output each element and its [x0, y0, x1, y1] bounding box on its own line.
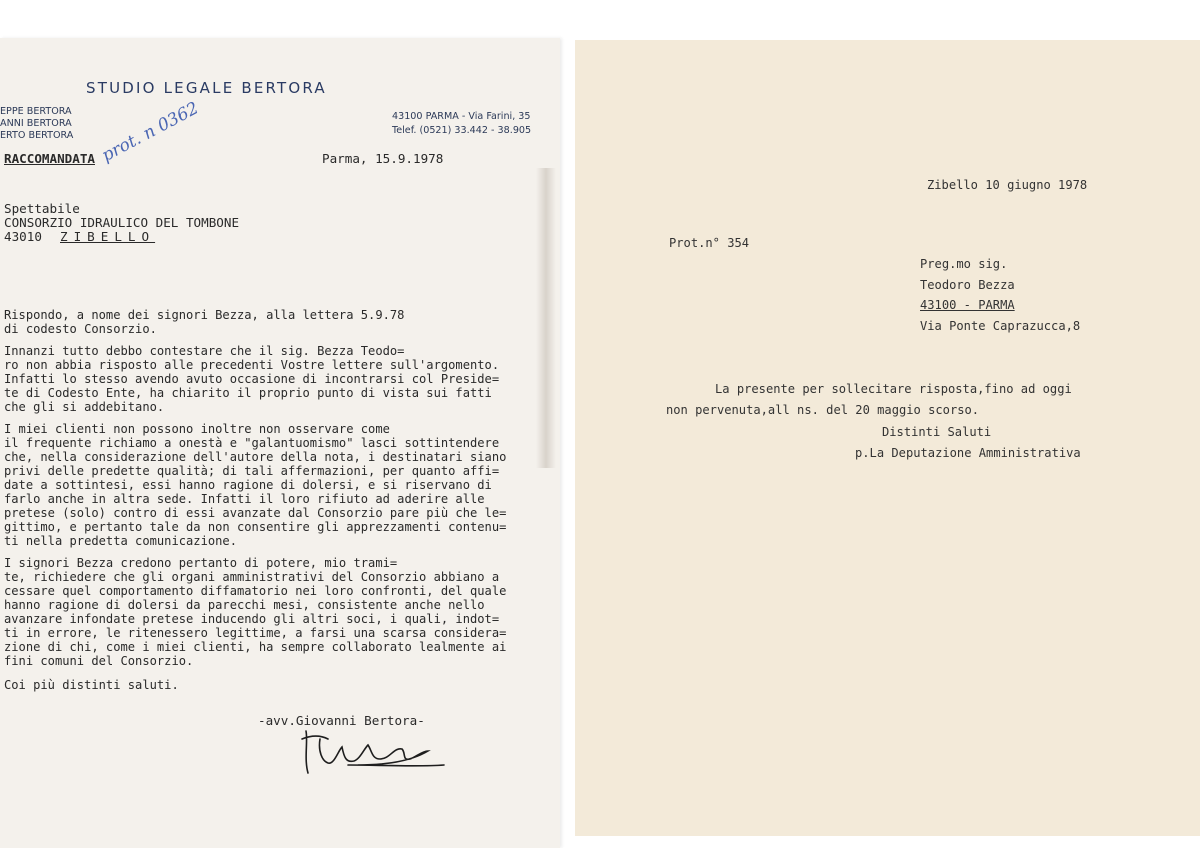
partner-name: ANNI BERTORA: [0, 118, 72, 129]
body-line: cessare quel comportamento diffamatorio nei loro confronti, del quale: [4, 584, 507, 598]
firm-address: 43100 PARMA - Via Farini, 35: [392, 111, 531, 122]
body-line: di codesto Consorzio.: [4, 322, 157, 336]
partner-name: EPPE BERTORA: [0, 106, 72, 117]
left-letter-page: [0, 38, 560, 848]
recipient-name: Teodoro Bezza: [920, 278, 1015, 292]
recipient-salutation: Spettabile: [4, 201, 80, 216]
recipient-salutation: Preg.mo sig.: [920, 257, 1008, 271]
body-line: hanno ragione di dolersi da parecchi mesi, consistente anche nello: [4, 598, 485, 612]
handwritten-protocol-note: prot. n 0362: [98, 98, 203, 166]
registered-mail-mark: RACCOMANDATA: [4, 151, 95, 166]
page-fold-shadow: [536, 168, 556, 468]
body-line: ti nella predetta comunicazione.: [4, 534, 237, 548]
partner-name: ERTO BERTORA: [0, 130, 74, 141]
body-line: Rispondo, a nome dei signori Bezza, alla lettera 5.9.78: [4, 308, 405, 322]
body-line: Infatti lo stesso avendo avuto occasione di incontrarsi col Preside=: [4, 372, 500, 386]
body-line: te di Codesto Ente, ha chiarito il proprio punto di vista sui fatti: [4, 386, 492, 400]
body-line: farlo anche in altra sede. Infatti il loro rifiuto ad aderire alle: [4, 492, 485, 506]
recipient-postcode: 43010: [4, 229, 42, 244]
recipient-name: CONSORZIO IDRAULICO DEL TOMBONE: [4, 215, 240, 230]
body-line: avanzare infondate pretese inducendo gli altri soci, i quali, indot=: [4, 612, 500, 626]
body-line: Innanzi tutto debbo contestare che il sig. Bezza Teodo=: [4, 344, 405, 358]
handwritten-signature: [298, 721, 448, 781]
body-line: Coi più distinti saluti.: [4, 678, 179, 692]
body-line: te, richiedere che gli organi amministrativi del Consorzio abbiano a: [4, 570, 500, 584]
firm-phone: Telef. (0521) 33.442 - 38.905: [392, 125, 532, 136]
body-line: date a sottintesi, essi hanno ragione di dolersi, e si riservano di: [4, 478, 492, 492]
recipient-street: Via Ponte Caprazucca,8: [920, 319, 1081, 333]
signature-block: p.La Deputazione Amministrativa: [855, 446, 1081, 460]
body-line: I miei clienti non possono inoltre non osservare come: [4, 422, 390, 436]
right-letter-page: [575, 40, 1200, 836]
closing: Distinti Saluti: [882, 425, 992, 439]
recipient-city: ZIBELLO: [60, 229, 156, 244]
body-line: La presente per sollecitare risposta,fino ad oggi: [715, 382, 1072, 396]
body-line: ro non abbia risposto alle precedenti Vostre lettere sull'argomento.: [4, 358, 500, 372]
body-line: il frequente richiamo a onestà e "galantuomismo" lasci sottintendere: [4, 436, 500, 450]
body-line: che, nella considerazione dell'autore della nota, i destinatari siano: [4, 450, 507, 464]
body-line: gittimo, e pertanto tale da non consentire gli apprezzamenti contenu=: [4, 520, 507, 534]
body-line: ti in errore, le ritenessero legittime, a farsi una scarsa considera=: [4, 626, 507, 640]
recipient-city: 43100 - PARMA: [920, 298, 1015, 312]
letter-date: Zibello 10 giugno 1978: [927, 178, 1088, 192]
body-line: I signori Bezza credono pertanto di potere, mio trami=: [4, 556, 398, 570]
firm-name: STUDIO LEGALE BERTORA: [86, 79, 327, 97]
protocol-number: Prot.n° 354: [669, 236, 750, 250]
body-line: fini comuni del Consorzio.: [4, 654, 194, 668]
body-line: pretese (solo) contro di essi avanzate dal Consorzio pare più che le=: [4, 506, 507, 520]
signature-typed-name: -avv.Giovanni Bertora-: [258, 713, 425, 728]
body-line: che gli si addebitano.: [4, 400, 165, 414]
body-line: zione di chi, come i miei clienti, ha sempre collaborato lealmente ai: [4, 640, 507, 654]
body-line: non pervenuta,all ns. del 20 maggio scorso.: [666, 403, 980, 417]
body-line: privi delle predette qualità; di tali affermazioni, per quanto affi=: [4, 464, 500, 478]
letter-date: Parma, 15.9.1978: [322, 151, 444, 166]
